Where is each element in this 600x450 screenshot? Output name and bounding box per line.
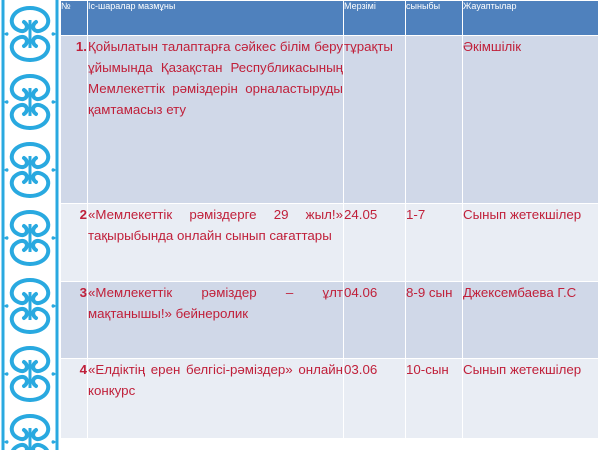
- table-row: [61, 204, 599, 282]
- row-responsible: Әкімшілік: [463, 36, 599, 204]
- row-class: 10-сын: [406, 359, 463, 439]
- row-content: Қойылатын талаптарға сәйкес білім беру ұйымында Қазақстан Республикасының Мемлекеттік рәміздерін орналастыруды қамтамасыз ету: [88, 36, 344, 204]
- header-num: №: [61, 1, 88, 36]
- row-class: 8-9 сын: [406, 282, 463, 359]
- header-content: Іс-шаралар мазмұны: [88, 1, 344, 36]
- table-row: [61, 282, 599, 359]
- row-number: 4: [61, 359, 88, 439]
- kazakh-ornament-border: [0, 0, 60, 450]
- row-term: 03.06: [344, 359, 406, 439]
- table-header-row: [61, 1, 599, 36]
- row-content: «Елдіктің ерен белгісі-рәміздер» онлайн конкурс: [88, 359, 344, 439]
- row-term: 24.05: [344, 204, 406, 282]
- row-number: 3: [61, 282, 88, 359]
- row-term: 04.06: [344, 282, 406, 359]
- row-responsible: Сынып жетекшілер: [463, 204, 599, 282]
- row-class: [406, 36, 463, 204]
- row-content: «Мемлекеттік рәміздер – ұлт мақтанышы!» бейнеролик: [88, 282, 344, 359]
- ornament-pattern-icon: [0, 0, 60, 450]
- row-number: 2: [61, 204, 88, 282]
- header-class: сыныбы: [406, 1, 463, 36]
- row-class: 1-7: [406, 204, 463, 282]
- header-responsible: Жауаптылар: [463, 1, 599, 36]
- row-content: «Мемлекеттік рәміздерге 29 жыл!» тақырыбында онлайн сынып сағаттары: [88, 204, 344, 282]
- table-row: [61, 36, 599, 204]
- table-row: [61, 359, 599, 439]
- row-number: 1.: [61, 36, 88, 204]
- row-term: тұрақты: [344, 36, 406, 204]
- row-responsible: Джексембаева Г.С: [463, 282, 599, 359]
- events-table: [60, 0, 599, 439]
- header-term: Мерзімі: [344, 1, 406, 36]
- row-responsible: Сынып жетекшілер: [463, 359, 599, 439]
